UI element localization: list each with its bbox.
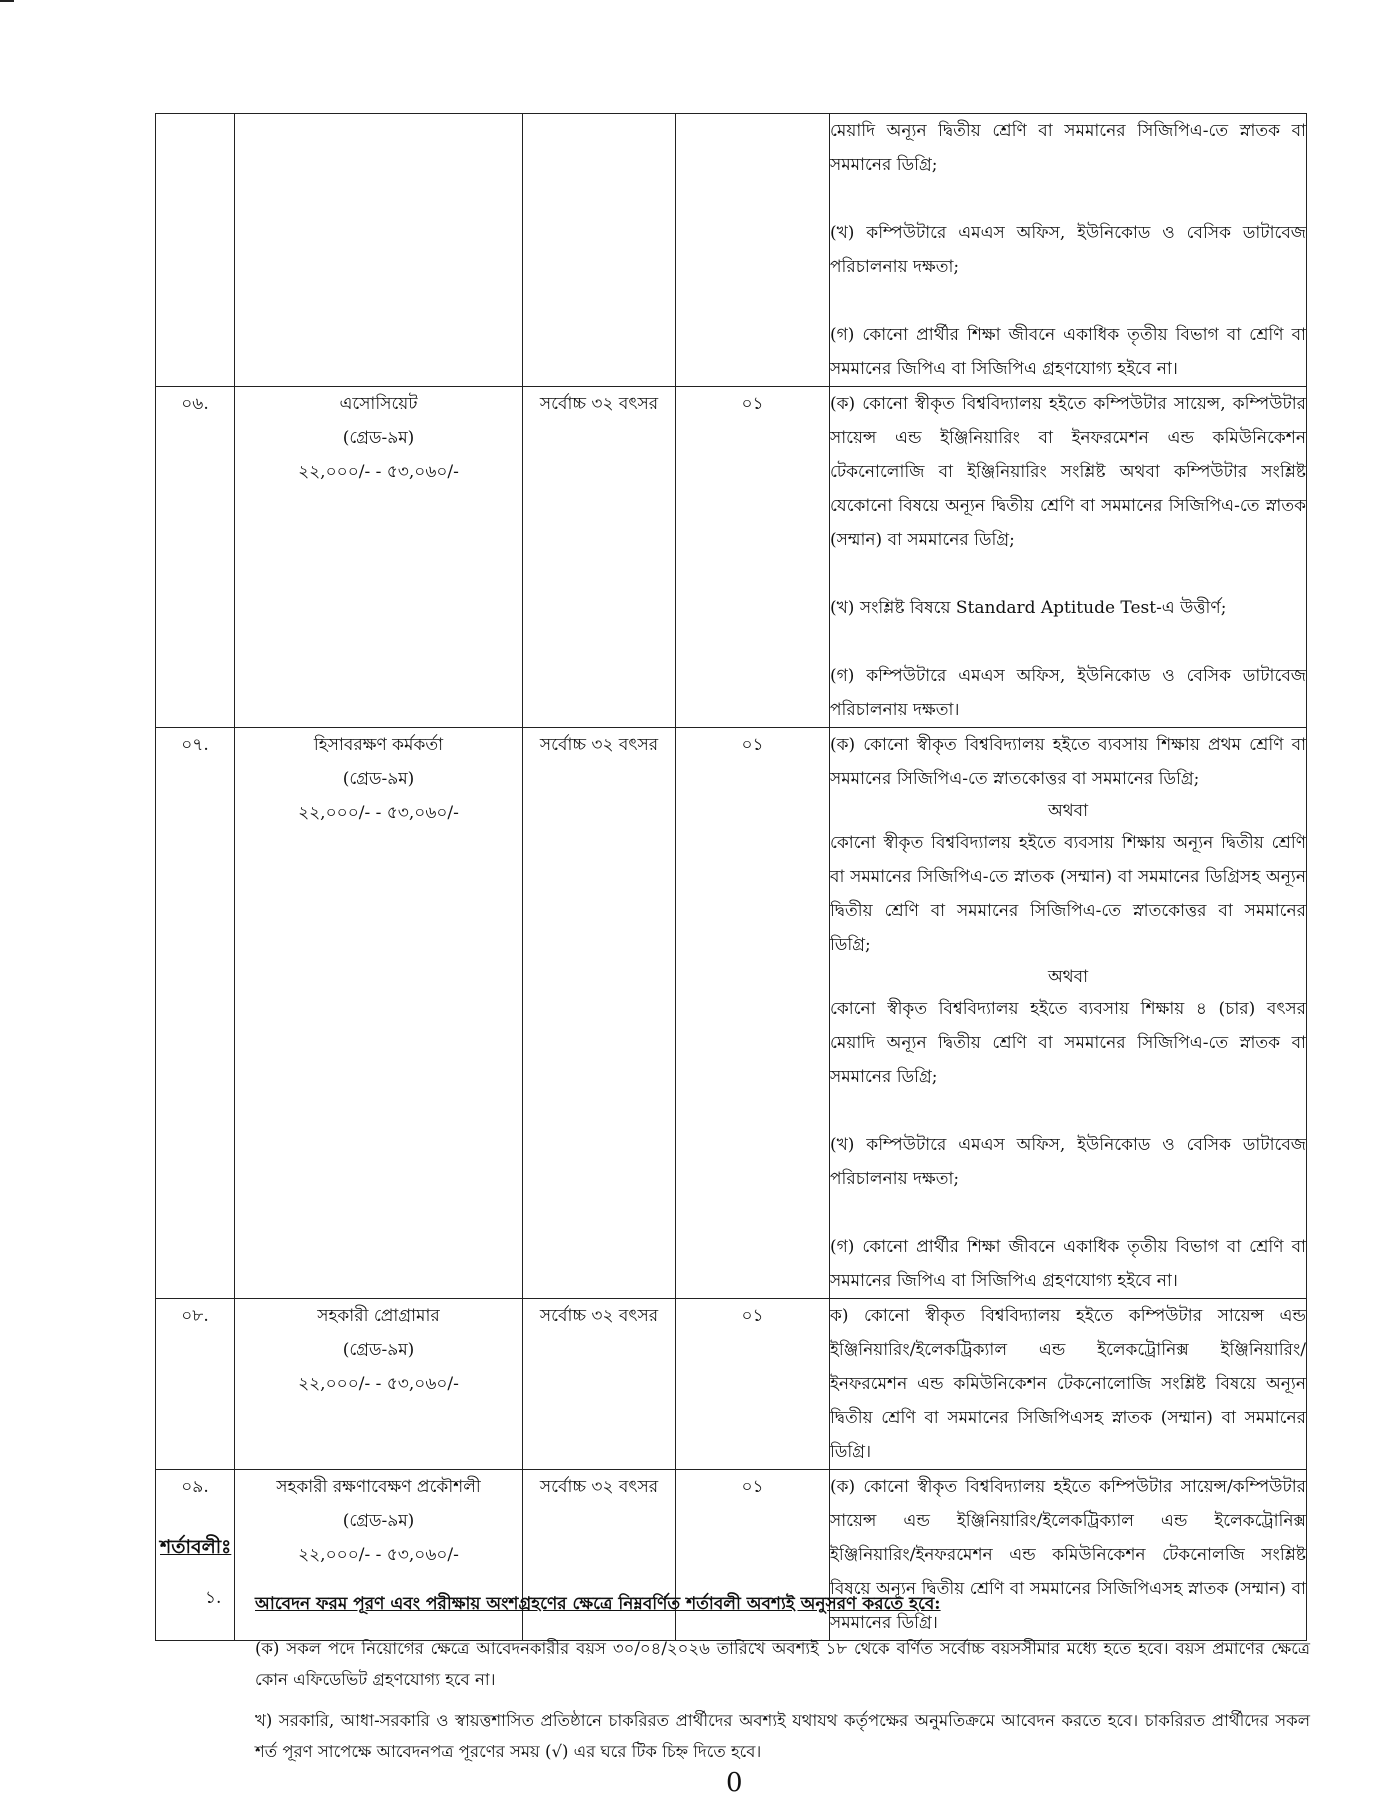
or-separator: অথবা [1047,967,1089,987]
age-limit-cell: সর্বোচ্চ ৩২ বৎসর [523,1470,676,1641]
post-title-cell [235,728,523,1299]
table-row [156,728,1307,1299]
post-title-cell [235,1299,523,1470]
post-count-cell: ০১ [676,1299,830,1470]
post-title: হিসাবরক্ষণ কর্মকর্তা [313,735,444,755]
qualification-text: (ক) কোনো স্বীকৃত বিশ্ববিদ্যালয় হইতে কম্পিউটার সায়েন্স/কম্পিউটার সায়েন্স এন্ড ইঞ্জিনিয়ারিং/ইলেকট্রিক্যাল এন্ড ইলেকট্রোনিক্স ইঞ্জিনিয়ারিং/ইনফরমেশন এন্ড কমিউনিকেশন টেকনোলজি সংশ্লিষ্ট বিষয়ে অন্যূন দ্বিতীয় শ্রেণি বা সমমানের সিজিপিএসহ স্নাতক (সম্মান) বা সমমানের ডিগ্রি। [830,1477,1306,1633]
post-count-cell [676,114,830,387]
serial-cell [156,114,235,387]
qualification-text: কোনো স্বীকৃত বিশ্ববিদ্যালয় হইতে ব্যবসায় শিক্ষায় অন্যূন দ্বিতীয় শ্রেণি বা সমমানের সিজিপিএ-তে স্নাতক (সম্মান) বা সমমানের ডিগ্রিসহ অন্যূন দ্বিতীয় শ্রেণি বা সমমানের সিজিপিএ-তে স্নাতকোত্তর বা সমমানের ডিগ্রি; [830,833,1306,955]
qualification-text: (খ) কম্পিউটারে এমএস অফিস, ইউনিকোড ও বেসিক ডাটাবেজ পরিচালনায় দক্ষতা; [830,223,1306,277]
qualification-text: (খ) সংশ্লিষ্ট বিষয়ে Standard Aptitude Test-এ উত্তীর্ণ; [830,598,1227,618]
condition-item-b: খ) সরকারি, আধা-সরকারি ও স্বায়ত্তশাসিত প্রতিষ্ঠানে চাকরিরত প্রার্থীদের অবশ্যই যথাযথ কর্তৃপক্ষের অনুমতিক্রমে আবেদন করতে হবে। চাকরিরত প্রার্থীদের সকল শর্ত পূরণ সাপেক্ষে আবেদনপত্র পূরণের সময় (√) এর ঘরে টিক চিহ্ন দিতে হবে। [255,1711,1310,1761]
or-separator: অথবা [1047,801,1089,821]
qualification-cell [830,728,1307,1299]
post-count-cell: ০১ [676,1470,830,1641]
age-limit-cell: সর্বোচ্চ ৩২ বৎসর [523,387,676,728]
post-count-cell: ০১ [676,387,830,728]
post-title: এসোসিয়েট [339,394,418,414]
table-row [156,114,1307,387]
serial-cell: ০৭. [156,728,235,1299]
table-row [156,387,1307,728]
qualification-text: ক) কোনো স্বীকৃত বিশ্ববিদ্যালয় হইতে কম্পিউটার সায়েন্স এন্ড ইঞ্জিনিয়ারিং/ইলেকট্রিক্যাল এন্ড ইলেকট্রোনিক্স ইঞ্জিনিয়ারিং/ ইনফরমেশন এন্ড কমিউনিকেশন টেকনোলোজি সংশ্লিষ্ট বিষয়ে অন্যূন দ্বিতীয় শ্রেণি বা সমমানের সিজিপিএসহ স্নাতক (সম্মান) বা সমমানের ডিগ্রি। [830,1306,1306,1462]
qualification-text: মেয়াদি অন্যূন দ্বিতীয় শ্রেণি বা সমমানের সিজিপিএ-তে স্নাতক বা সমমানের ডিগ্রি; [830,121,1306,175]
page-number: 0 [726,1768,743,1798]
age-limit-cell [523,114,676,387]
condition-item-a: (ক) সকল পদে নিয়োগের ক্ষেত্রে আবেদনকারীর বয়স ৩০/০৪/২০২৬ তারিখে অবশ্যই ১৮ থেকে বর্ণিত সর্বোচ্চ বয়সসীমার মধ্যে হতে হবে। বয়স প্রমাণের ক্ষেত্রে কোন এফিডেভিট গ্রহণযোগ্য হবে না। [255,1639,1310,1689]
post-grade: (গ্রেড-৯ম) [342,1511,415,1531]
qualification-cell [830,114,1307,387]
table-row [156,1299,1307,1470]
conditions-heading: শর্তাবলীঃ [160,1536,232,1558]
qualification-text: (খ) কম্পিউটারে এমএস অফিস, ইউনিকোড ও বেসিক ডাটাবেজ পরিচালনায় দক্ষতা; [830,1135,1306,1189]
qualification-cell [830,387,1307,728]
qualification-text: (গ) কোনো প্রার্থীর শিক্ষা জীবনে একাধিক তৃতীয় বিভাগ বা শ্রেণি বা সমমানের জিপিএ বা সিজিপিএ গ্রহণযোগ্য হইবে না। [830,1237,1306,1291]
qualification-text: কোনো স্বীকৃত বিশ্ববিদ্যালয় হইতে ব্যবসায় শিক্ষায় ৪ (চার) বৎসর মেয়াদি অন্যূন দ্বিতীয় শ্রেণি বা সমমানের সিজিপিএ-তে স্নাতক বা সমমানের ডিগ্রি; [830,999,1306,1087]
post-grade: (গ্রেড-৯ম) [342,428,415,448]
post-grade: (গ্রেড-৯ম) [342,769,415,789]
post-title-cell [235,114,523,387]
age-limit-cell: সর্বোচ্চ ৩২ বৎসর [523,728,676,1299]
serial-cell: ০৬. [156,387,235,728]
post-title-cell [235,387,523,728]
post-title: সহকারী প্রোগ্রামার [317,1306,440,1326]
post-pay-scale: ২২,০০০/- - ৫৩,০৬০/- [298,1374,459,1394]
post-grade: (গ্রেড-৯ম) [342,1340,415,1360]
post-pay-scale: ২২,০০০/- - ৫৩,০৬০/- [298,803,459,823]
qualification-text: (গ) কোনো প্রার্থীর শিক্ষা জীবনে একাধিক তৃতীয় বিভাগ বা শ্রেণি বা সমমানের জিপিএ বা সিজিপিএ গ্রহণযোগ্য হইবে না। [830,325,1306,379]
age-limit-cell: সর্বোচ্চ ৩২ বৎসর [523,1299,676,1470]
post-pay-scale: ২২,০০০/- - ৫৩,০৬০/- [298,1545,459,1565]
qualification-text: (ক) কোনো স্বীকৃত বিশ্ববিদ্যালয় হইতে ব্যবসায় শিক্ষায় প্রথম শ্রেণি বা সমমানের সিজিপিএ-তে স্নাতকোত্তর বা সমমানের ডিগ্রি; [830,735,1306,789]
qualification-cell [830,1299,1307,1470]
condition-main-text: আবেদন ফরম পূরণ এবং পরীক্ষায় অংশগ্রহণের ক্ষেত্রে নিম্নবর্ণিত শর্তাবলী অবশ্যই অনুসরণ করতে হবে: [255,1594,941,1614]
post-title: সহকারী রক্ষণাবেক্ষণ প্রকৌশলী [276,1477,481,1497]
post-pay-scale: ২২,০০০/- - ৫৩,০৬০/- [298,462,459,482]
qualification-text: (ক) কোনো স্বীকৃত বিশ্ববিদ্যালয় হইতে কম্পিউটার সায়েন্স, কম্পিউটার সায়েন্স এন্ড ইঞ্জিনিয়ারিং বা ইনফরমেশন এন্ড কমিউনিকেশন টেকনোলোজি বা ইঞ্জিনিয়ারিং সংশ্লিষ্ট অথবা কম্পিউটার সংশ্লিষ্ট যেকোনো বিষয়ে অন্যূন দ্বিতীয় শ্রেণি বা সমমানের সিজিপিএ-তে স্নাতক (সম্মান) বা সমমানের ডিগ্রি; [830,394,1306,550]
post-count-cell: ০১ [676,728,830,1299]
condition-number: ১. [205,1588,222,1608]
scan-corner-mark [0,0,14,2]
posts-table [155,113,1307,1641]
qualification-text: (গ) কম্পিউটারে এমএস অফিস, ইউনিকোড ও বেসিক ডাটাবেজ পরিচালনায় দক্ষতা। [830,666,1306,720]
serial-cell: ০৮. [156,1299,235,1470]
serial-cell: ০৯. [156,1470,235,1641]
